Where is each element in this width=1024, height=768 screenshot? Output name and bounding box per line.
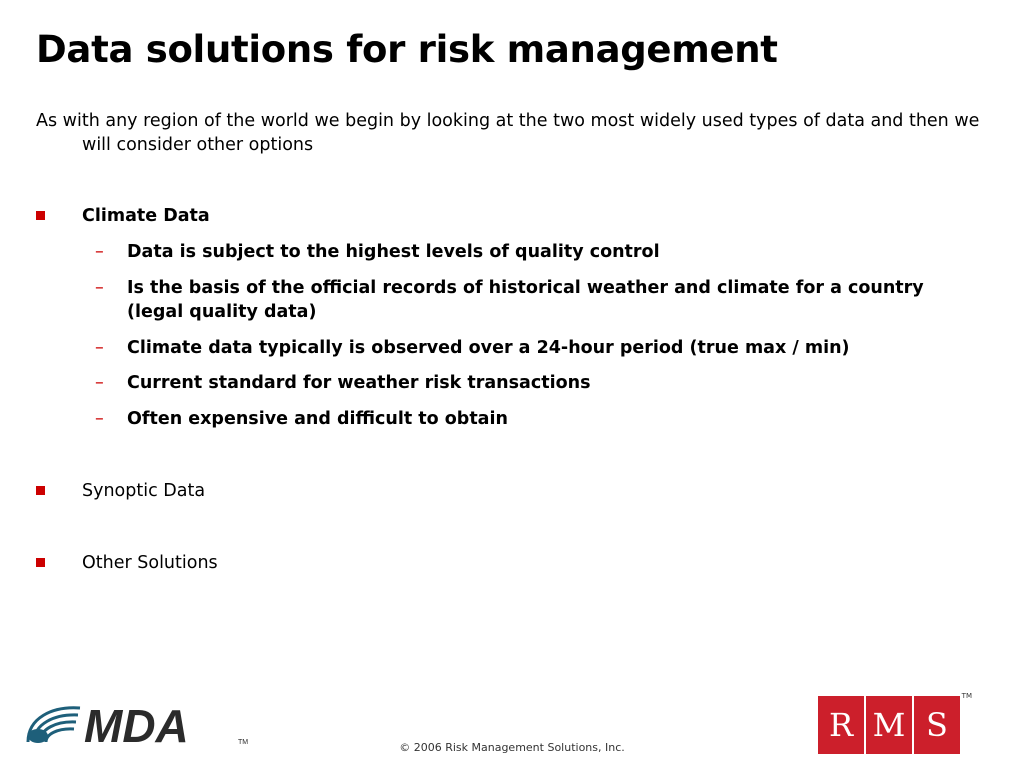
slide-title: Data solutions for risk management [36,28,778,71]
rms-logo [818,692,972,754]
sub-item [95,240,955,264]
bullet-square-icon [36,558,45,567]
dash-icon: – [95,409,104,429]
bullet-square-icon [36,211,45,220]
dash-icon: – [95,373,104,393]
bullet-label: Climate Data [82,206,210,226]
dash-icon: – [95,338,104,358]
rms-letter-s: S [914,696,960,754]
bullet-label: Synoptic Data [82,481,206,501]
sub-item [95,407,955,431]
sub-item-text: Often expensive and difficult to obtain [127,409,508,429]
rms-letter-r: R [818,696,864,754]
bullet-other-solutions [36,551,218,575]
bullet-square-icon [36,486,45,495]
intro-text: As with any region of the world we begin by looking at the two most widely used types of data and then we will consider other options [36,111,980,155]
sub-item [95,371,955,395]
sub-item [95,276,955,324]
dash-icon: – [95,242,104,262]
sub-item [95,336,955,360]
bullet-climate-data [36,204,210,228]
rms-trademark: TM [961,692,972,700]
bullet-label: Other Solutions [82,553,218,573]
sub-item-text: Data is subject to the highest levels of quality control [127,242,660,262]
rms-letter-m: M [866,696,912,754]
dash-icon: – [95,278,104,298]
bullet-synoptic-data [36,479,205,503]
sub-item-text: Climate data typically is observed over a 24-hour period (true max / min) [127,338,850,358]
mda-trademark: TM [238,739,249,746]
sub-item-text: Is the basis of the official records of historical weather and climate for a country (legal quality data) [127,278,924,322]
mda-logo-text: MDA [84,700,189,752]
sub-item-text: Current standard for weather risk transactions [127,373,591,393]
copyright-footer: © 2006 Risk Management Solutions, Inc. [399,741,625,754]
